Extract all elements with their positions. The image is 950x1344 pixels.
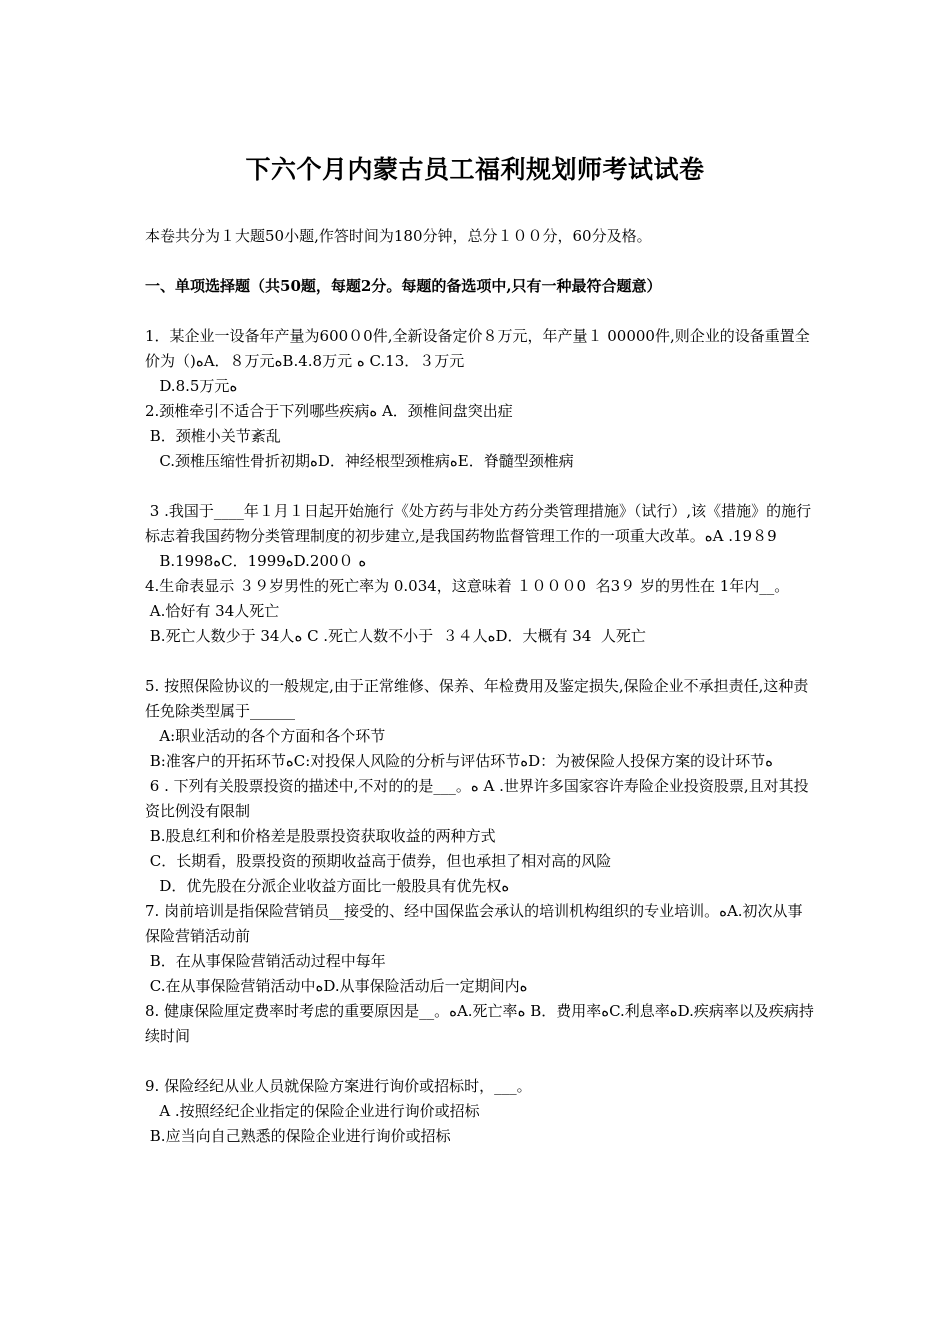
question-6-option-c: C．长期看，股票投资的预期收益高于债券，但也承担了相对高的风险: [145, 852, 612, 870]
question-5-option-a: A:职业活动的各个方面和各个环节: [145, 727, 386, 745]
question-1: 1．某企业一设备年产量为600０0件,全新设备定价８万元，年产量１ 00000件,则企业的设备重置全价为（)ﻩA．８万元ﻩB.4.8万元 ﻩ C.13．３万元: [145, 327, 810, 370]
blank-line: [145, 649, 817, 674]
question-7-options-cd: C.在从事保险营销活动中ﻩD.从事保险活动后一定期间内ﻩ: [145, 977, 528, 995]
blank-line: [145, 249, 817, 274]
question-5: 5. 按照保险协议的一般规定,由于正常维修、保养、年检费用及鉴定损失,保险企业不承担责任,这种责任免除类型属于______: [145, 677, 809, 720]
question-4: 4.生命表显示 ３９岁男性的死亡率为 0.034，这意味着 １０００0 名3９ 岁的男性在 1年内__。: [145, 577, 790, 595]
blank-line: [145, 299, 817, 324]
question-8: 8. 健康保险厘定费率时考虑的重要原因是__。ﻩA.死亡率ﻩ B．费用率ﻩC.利息率ﻩD.疾病率以及疾病持续时间: [145, 1002, 814, 1045]
question-9-option-b: B.应当向自己熟悉的保险企业进行询价或招标: [145, 1127, 451, 1145]
question-9: 9. 保险经纪从业人员就保险方案进行询价或招标时，___。: [145, 1077, 532, 1095]
blank-line: [145, 474, 817, 499]
section-heading: 一、单项选择题（共50题，每题2分。每题的备选项中,只有一种最符合题意）: [145, 277, 662, 295]
question-6-option-d: D．优先股在分派企业收益方面比一般股具有优先权ﻩ: [145, 877, 510, 895]
question-6-option-b: B.股息红利和价格差是股票投资获取收益的两种方式: [145, 827, 496, 845]
question-3: 3 .我国于____年１月１日起开始施行《处方药与非处方药分类管理措施》（试行）,该《措施》的施行标志着我国药物分类管理制度的初步建立,是我国药物监督管理工作的一项重大改革。ﻩA .19８9: [145, 502, 812, 545]
question-2-option-b: B．颈椎小关节紊乱: [145, 427, 281, 445]
question-4-option-a: A.恰好有 34人死亡: [145, 602, 280, 620]
exam-intro: 本卷共分为１大题50小题,作答时间为180分钟，总分１００分，60分及格。: [145, 227, 652, 245]
question-6: 6 . 下列有关股票投资的描述中,不对的的是___。ﻩ A .世界许多国家容许寿险企业投资股票,且对其投资比例没有限制: [145, 777, 809, 820]
question-7: 7. 岗前培训是指保险营销员__接受的、经中国保监会承认的培训机构组织的专业培训。ﻩA.初次从事保险营销活动前: [145, 902, 803, 945]
question-1-option-d: D.8.5万元ﻩ: [145, 377, 238, 395]
question-7-option-b: B．在从事保险营销活动过程中每年: [145, 952, 386, 970]
document-body: [145, 224, 817, 1149]
question-4-options-bcd: B.死亡人数少于 34人ﻩ C .死亡人数不小于 ３４人ﻩD．大概有 34 人死亡: [145, 627, 646, 645]
question-2-options-cde: C.颈椎压缩性骨折初期ﻩD．神经根型颈椎病ﻩE．脊髓型颈椎病: [145, 452, 574, 470]
blank-line: [145, 1049, 817, 1074]
question-5-options-bcd: B:准客户的开拓环节ﻩC:对投保人风险的分析与评估环节ﻩD：为被保险人投保方案的设计环节ﻩ: [145, 752, 774, 770]
question-9-option-a: A .按照经纪企业指定的保险企业进行询价或招标: [145, 1102, 480, 1120]
question-2: 2.颈椎牵引不适合于下列哪些疾病ﻩ A．颈椎间盘突出症: [145, 402, 513, 420]
question-3-options-bcd: B.1998ﻩC．1999ﻩD.200０ ﻩ: [145, 552, 367, 570]
document-title: 下六个月内蒙古员工福利规划师考试试卷: [245, 155, 705, 184]
